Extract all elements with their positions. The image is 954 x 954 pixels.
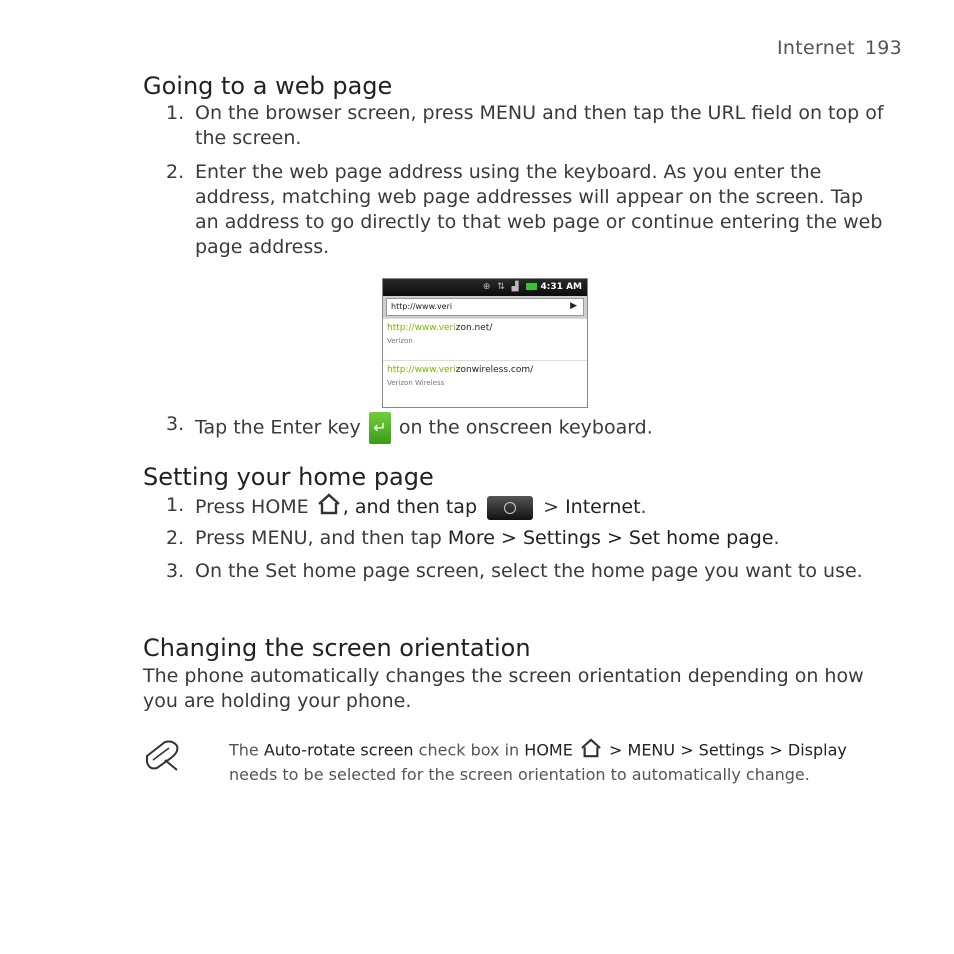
page-number: 193 xyxy=(864,37,902,59)
battery-icon xyxy=(526,283,537,290)
go-arrow-icon: ▶ xyxy=(570,301,577,311)
note-text: The Auto-rotate screen check box in HOME > MENU > Settings > Display needs to be selected for the screen orientation to automatically change. xyxy=(229,738,849,786)
home-icon xyxy=(580,738,602,764)
heading-setting-home-page: Setting your home page xyxy=(143,463,434,491)
list-item: 2. Enter the web page address using the keyboard. As you enter the address, matching web page addresses will appear on the screen. Tap an address to go directly to that web page or continue entering the web page address. xyxy=(166,161,883,258)
browser-screenshot xyxy=(382,278,588,408)
heading-screen-orientation: Changing the screen orientation xyxy=(143,634,531,662)
enter-key-icon: ↵ xyxy=(369,412,391,444)
url-bar xyxy=(383,296,587,318)
url-field: http://www.veri ▶ xyxy=(386,298,584,316)
page-header xyxy=(777,37,902,59)
suggestion-item: http://www.verizonwireless.com/ Verizon Wireless xyxy=(383,360,587,402)
list-item: 3. Tap the Enter key ↵ on the onscreen keyboard. xyxy=(166,412,886,444)
status-time: 4:31 AM xyxy=(540,282,582,292)
home-icon xyxy=(317,493,341,522)
status-bar xyxy=(383,279,587,296)
list-item: 2. Press MENU, and then tap More > Settings > Set home page. xyxy=(166,527,780,549)
list-item: 1. Press HOME , and then tap > Internet. xyxy=(166,493,886,522)
all-apps-button-icon xyxy=(487,496,533,520)
list-item: 3. On the Set home page screen, select the home page you want to use. xyxy=(166,560,863,582)
orientation-paragraph: The phone automatically changes the screen orientation depending on how you are holding your phone. xyxy=(143,665,864,712)
heading-going-to-web-page: Going to a web page xyxy=(143,72,393,100)
signal-icons: ⊕ ⇅ ▟ xyxy=(482,282,521,292)
list-item: 1. On the browser screen, press MENU and then tap the URL field on top of the screen. xyxy=(166,102,884,149)
note-icon xyxy=(143,738,183,778)
suggestion-item: http://www.verizon.net/ Verizon xyxy=(383,318,587,360)
section-name: Internet xyxy=(776,37,855,59)
